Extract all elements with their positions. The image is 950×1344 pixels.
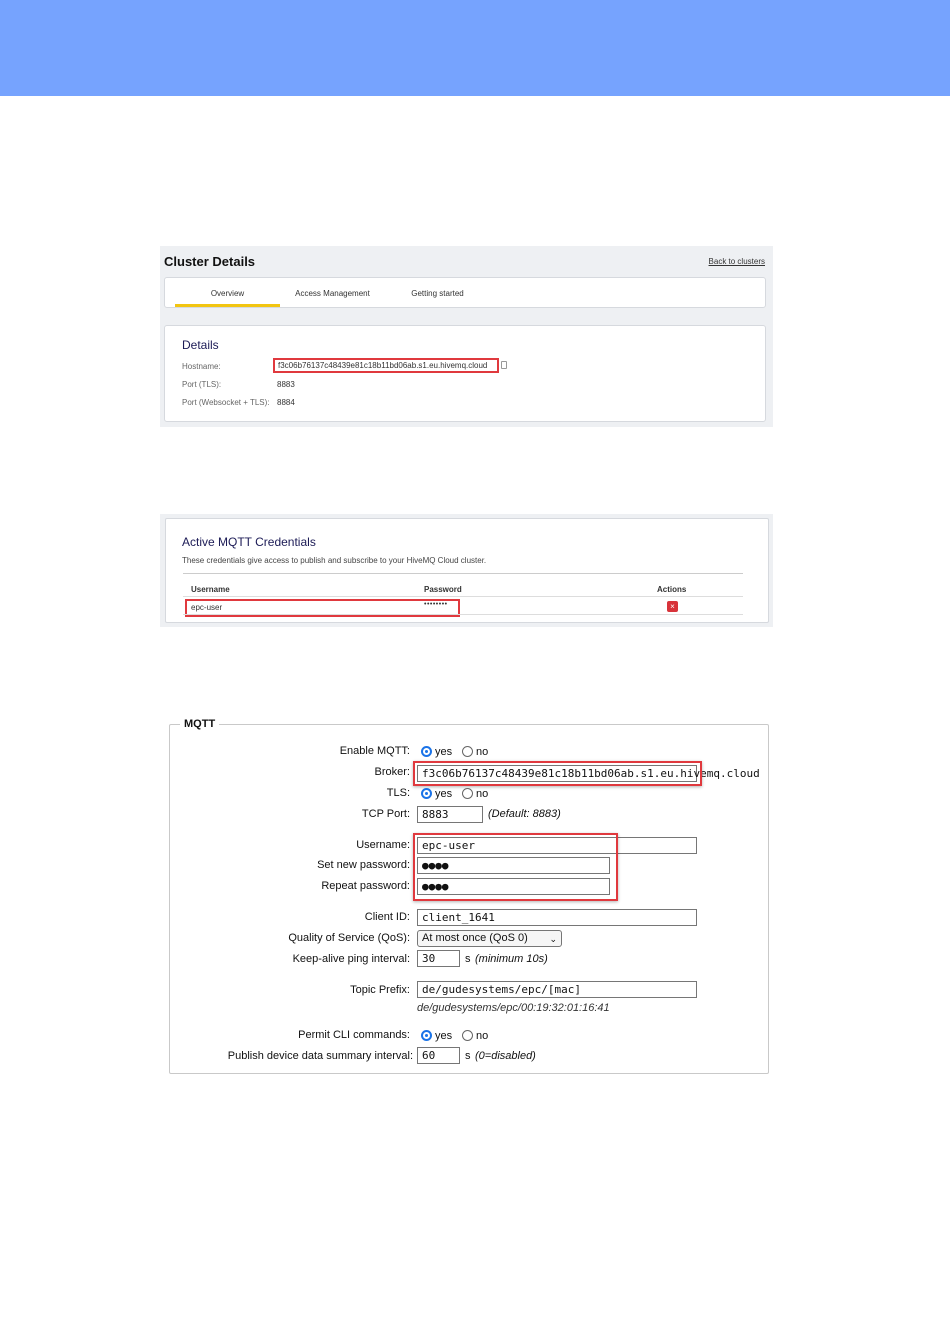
port-websocket-label: Port (Websocket + TLS):	[182, 398, 270, 407]
tab-bar	[164, 277, 766, 308]
client-id-label: Client ID:	[364, 911, 410, 923]
permit-cli-yes-label: yes	[435, 1030, 453, 1042]
port-tls-label: Port (TLS):	[182, 380, 222, 389]
client-id-input[interactable]: client_1641	[417, 909, 697, 926]
copy-icon[interactable]	[501, 361, 507, 369]
summary-interval-unit: s	[465, 1050, 471, 1062]
credentials-title: Active MQTT Credentials	[182, 535, 316, 549]
divider	[183, 573, 743, 574]
broker-input[interactable]: f3c06b76137c48439e81c18b11bd06ab.s1.eu.hivemq.cloud	[417, 765, 697, 782]
summary-interval-hint: (0=disabled)	[475, 1050, 536, 1062]
divider	[183, 596, 743, 597]
details-title: Details	[182, 338, 219, 352]
hostname-label: Hostname:	[182, 362, 221, 371]
divider	[183, 614, 743, 615]
enable-mqtt-yes-radio[interactable]	[421, 746, 432, 757]
keepalive-unit: s	[465, 953, 471, 965]
tls-label: TLS:	[386, 787, 410, 799]
enable-mqtt-yes-label: yes	[435, 746, 453, 758]
enable-mqtt-no-radio[interactable]	[462, 746, 473, 757]
qos-label: Quality of Service (QoS):	[288, 932, 410, 944]
qos-select[interactable]	[417, 930, 562, 947]
enable-mqtt-no-label: no	[476, 746, 489, 758]
topic-prefix-example: de/gudesystems/epc/00:19:32:01:16:41	[417, 1002, 610, 1014]
chevron-down-icon: ⌄	[549, 934, 557, 944]
tab-getting-started[interactable]: Getting started	[411, 289, 464, 298]
highlight-box	[413, 761, 702, 786]
column-header-actions: Actions	[657, 585, 687, 594]
hostname-value: f3c06b76137c48439e81c18b11bd06ab.s1.eu.hivemq.cloud	[273, 358, 499, 373]
port-tls-value: 8883	[277, 380, 295, 389]
tls-no-label: no	[476, 788, 489, 800]
tcp-port-hint: (Default: 8883)	[488, 808, 561, 820]
topic-prefix-label: Topic Prefix:	[350, 984, 410, 996]
broker-label: Broker:	[374, 766, 410, 778]
column-header-password: Password	[424, 585, 462, 594]
mqtt-settings-fieldset	[169, 718, 769, 1074]
tcp-port-label: TCP Port:	[361, 808, 410, 820]
summary-interval-label: Publish device data summary interval:	[227, 1050, 413, 1062]
permit-cli-no-radio[interactable]	[462, 1030, 473, 1041]
credential-username: epc-user	[191, 603, 223, 612]
details-card	[164, 325, 766, 422]
tls-no-radio[interactable]	[462, 788, 473, 799]
permit-cli-yes-radio[interactable]	[421, 1030, 432, 1041]
port-websocket-value: 8884	[277, 398, 295, 407]
cluster-details-screenshot	[160, 246, 773, 427]
fieldset-legend: MQTT	[180, 718, 219, 730]
page-title: Cluster Details	[164, 254, 256, 269]
keepalive-label: Keep-alive ping interval:	[292, 953, 410, 965]
tab-overview[interactable]: Overview	[175, 278, 280, 307]
credentials-screenshot	[160, 514, 773, 627]
tls-yes-label: yes	[435, 788, 453, 800]
tls-yes-radio[interactable]	[421, 788, 432, 799]
delete-credential-button[interactable]: ×	[667, 601, 678, 612]
repeat-password-label: Repeat password:	[321, 880, 410, 892]
username-input[interactable]: epc-user	[417, 837, 697, 854]
summary-interval-input[interactable]: 60	[417, 1047, 460, 1064]
tcp-port-input[interactable]: 8883	[417, 806, 483, 823]
tab-access-management[interactable]: Access Management	[295, 289, 370, 298]
credentials-description: These credentials give access to publish and subscribe to your HiveMQ Cloud cluster.	[182, 556, 487, 565]
topic-prefix-input[interactable]: de/gudesystems/epc/[mac]	[417, 981, 697, 998]
keepalive-hint: (minimum 10s)	[475, 953, 548, 965]
credential-password: ••••••••	[424, 601, 448, 608]
keepalive-input[interactable]: 30	[417, 950, 460, 967]
new-password-label: Set new password:	[317, 859, 410, 871]
qos-select-value: At most once (QoS 0)	[422, 932, 528, 944]
highlight-box	[413, 833, 618, 901]
enable-mqtt-label: Enable MQTT:	[339, 745, 410, 757]
column-header-username: Username	[191, 585, 230, 594]
new-password-input[interactable]: ●●●●	[417, 857, 610, 874]
repeat-password-input[interactable]: ●●●●	[417, 878, 610, 895]
permit-cli-no-label: no	[476, 1030, 489, 1042]
username-label: Username:	[356, 839, 410, 851]
credentials-card	[165, 518, 769, 623]
header-band	[0, 0, 950, 96]
back-to-clusters-link[interactable]: Back to clusters	[708, 257, 765, 266]
permit-cli-label: Permit CLI commands:	[298, 1029, 410, 1041]
